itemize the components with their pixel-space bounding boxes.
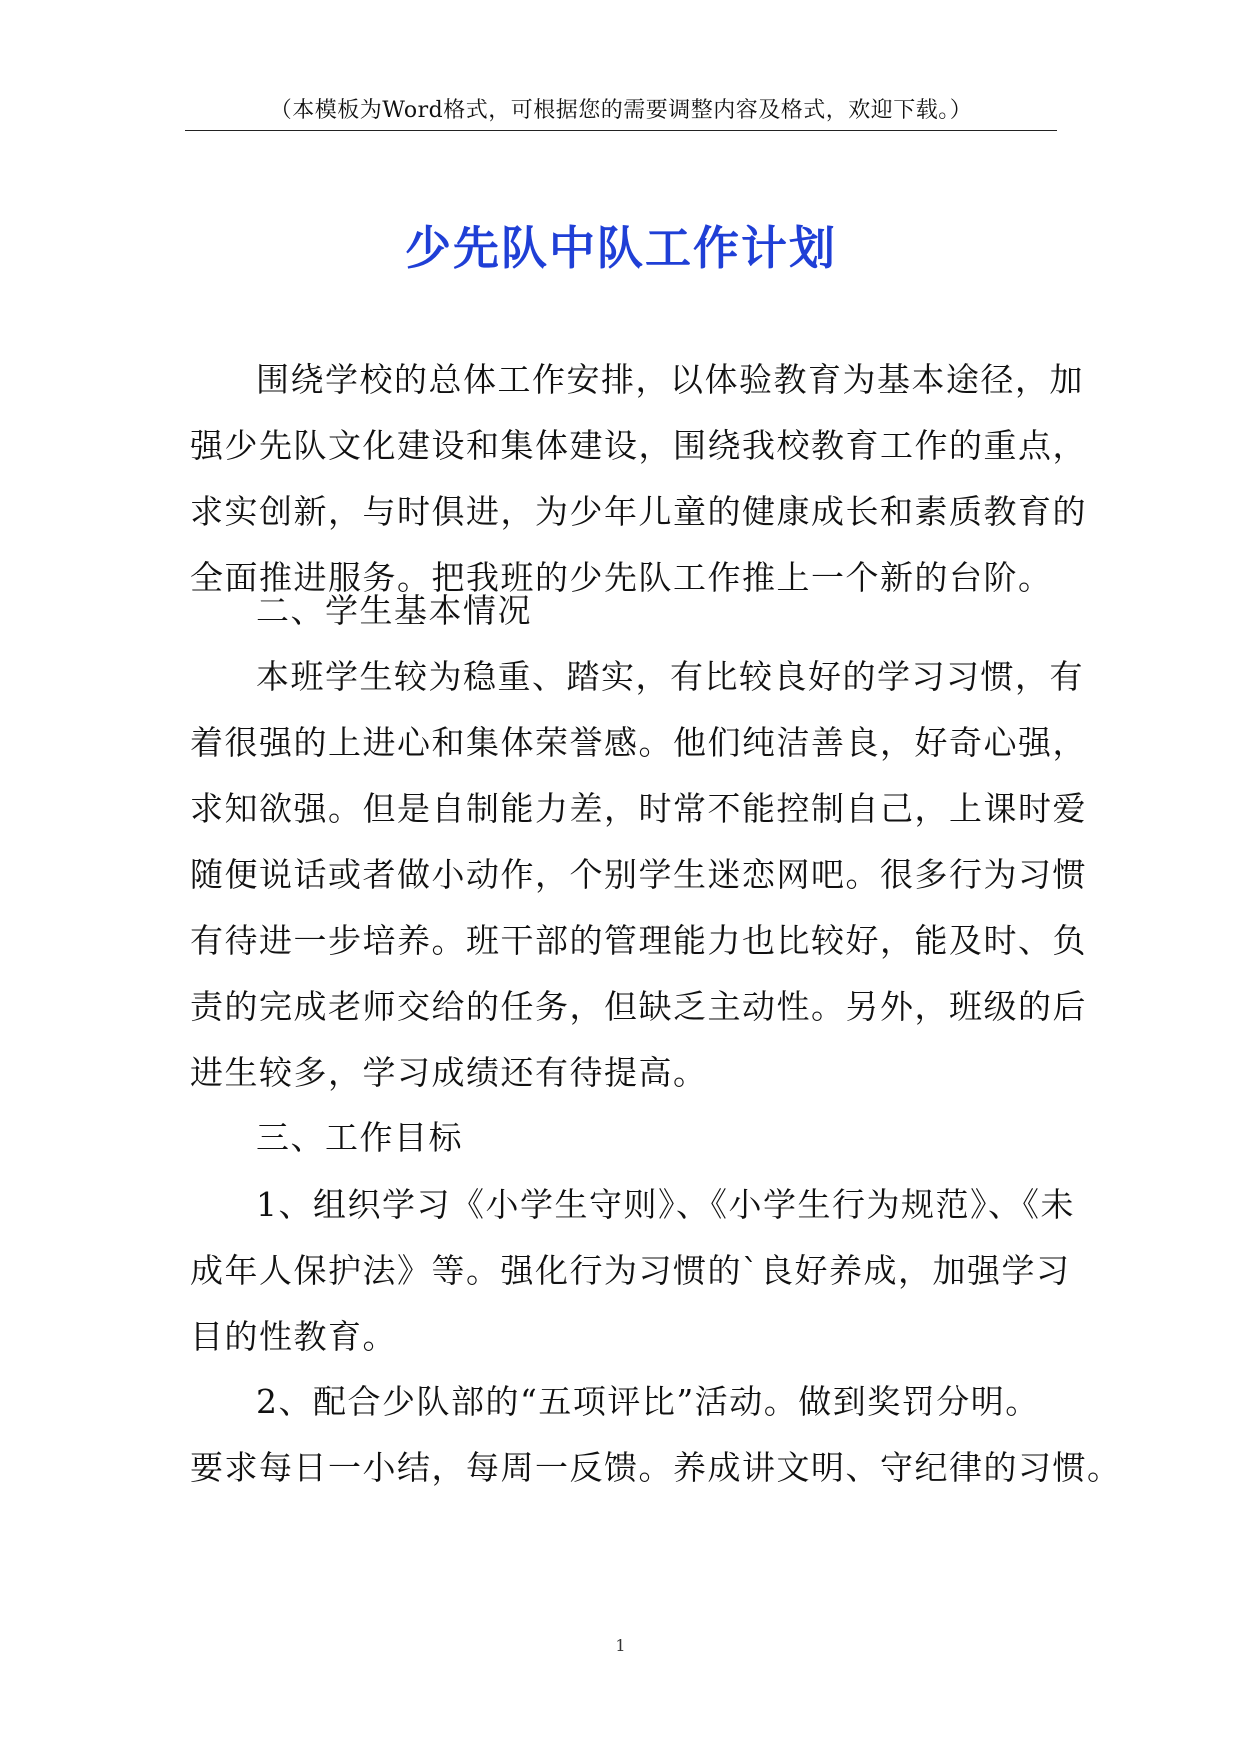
text-line: 着很强的上进心和集体荣誉感。他们纯洁善良，好奇心强，: [190, 723, 1087, 762]
text-line: 全面推进服务。把我班的少先队工作推上一个新的台阶。: [190, 558, 1053, 597]
text-line: 2、配合少队部的“五项评比”活动。做到奖罚分明。: [256, 1382, 1040, 1421]
text-line: 强少先队文化建设和集体建设，围绕我校教育工作的重点，: [190, 426, 1087, 465]
section-heading-students: [190, 578, 1070, 644]
paragraph-goal-2: [190, 1369, 1122, 1501]
text-line: 进生较多，学习成绩还有待提高。: [190, 1053, 708, 1092]
template-note: （本模板为Word格式，可根据您的需要调整内容及格式，欢迎下载。）: [269, 98, 973, 123]
text-line: 成年人保护法》等。强化行为习惯的`良好养成，加强学习: [190, 1251, 1071, 1290]
paragraph-intro: [190, 347, 1087, 611]
text-line: 目的性教育。: [190, 1317, 397, 1356]
text-line: 求实创新，与时俱进，为少年儿童的健康成长和素质教育的: [190, 492, 1087, 531]
paragraph-students: [190, 644, 1087, 1106]
text-line: 求知欲强。但是自制能力差，时常不能控制自己，上课时爱: [190, 789, 1087, 828]
text-line: 有待进一步培养。班干部的管理能力也比较好，能及时、负: [190, 921, 1087, 960]
heading-text: 二、学生基本情况: [256, 591, 532, 630]
page-number: 1: [615, 1636, 626, 1655]
text-line: 要求每日一小结，每周一反馈。养成讲文明、守纪律的习惯。: [190, 1448, 1122, 1487]
header-divider: [185, 130, 1057, 131]
paragraph-goal-1: [190, 1172, 1075, 1370]
document-title: 少先队中队工作计划: [405, 221, 837, 275]
text-line: 1、组织学习《小学生守则》、《小学生行为规范》、《未: [256, 1185, 1075, 1224]
text-line: 责的完成老师交给的任务，但缺乏主动性。另外，班级的后: [190, 987, 1087, 1026]
text-line: 本班学生较为稳重、踏实，有比较良好的学习习惯，有: [256, 657, 1084, 696]
heading-text: 三、工作目标: [256, 1118, 463, 1157]
text-line: 随便说话或者做小动作，个别学生迷恋网吧。很多行为习惯: [190, 855, 1087, 894]
section-heading-goals: [190, 1105, 1070, 1171]
text-line: 围绕学校的总体工作安排，以体验教育为基本途径，加: [256, 360, 1084, 399]
